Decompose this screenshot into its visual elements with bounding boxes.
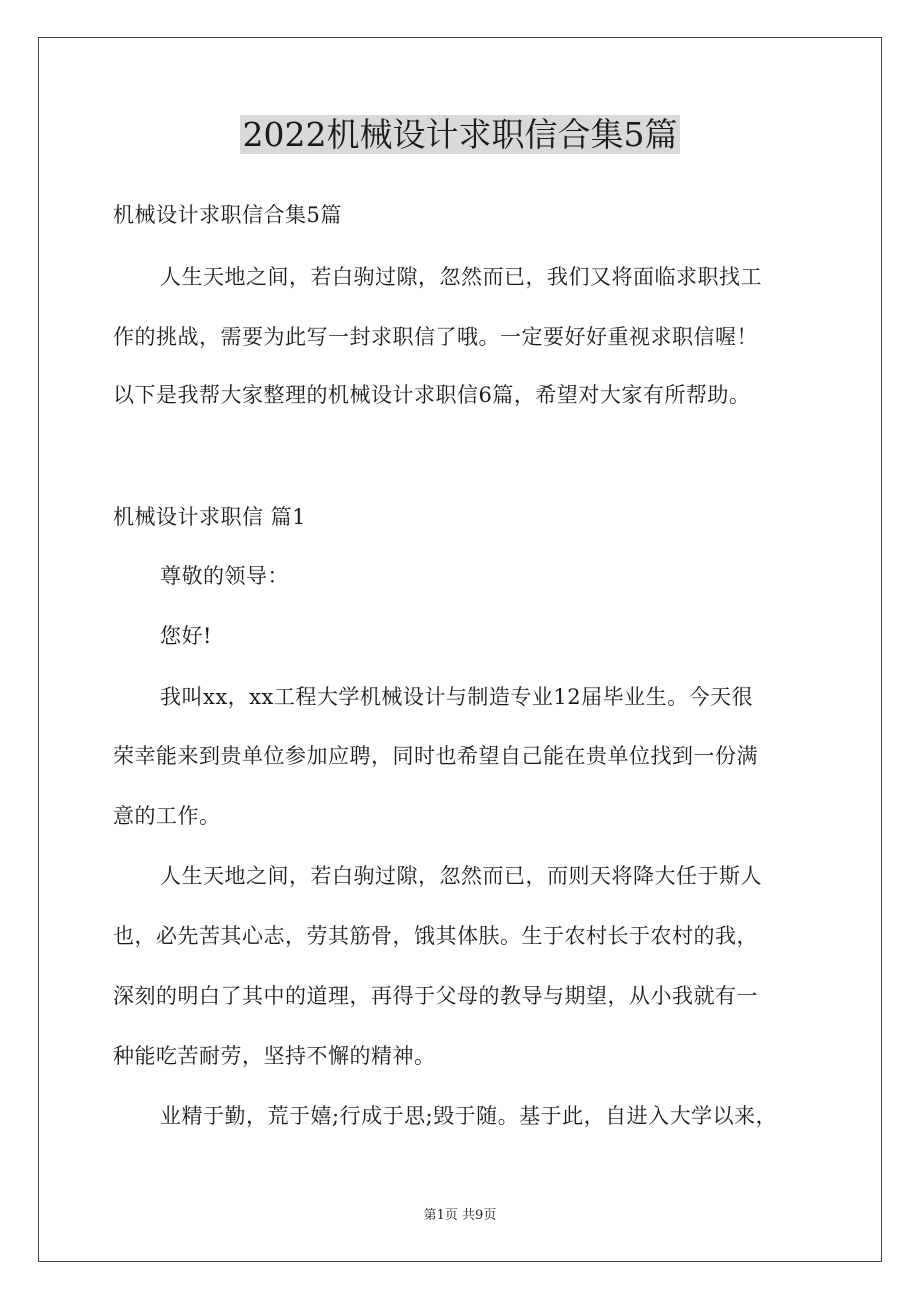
- salutation: 尊敬的领导：: [160, 564, 289, 588]
- para2-line-2: 也，必先苦其心志，劳其筋骨，饿其体肤。生于农村长于农村的我，: [113, 924, 758, 948]
- para1-line-2: 荣幸能来到贵单位参加应聘，同时也希望自己能在贵单位找到一份满: [113, 744, 758, 768]
- document-title-text: 2022机械设计求职信合集5篇: [240, 115, 681, 154]
- intro-line-3: 以下是我帮大家整理的机械设计求职信6篇，希望对大家有所帮助。: [113, 383, 751, 407]
- para1-line-1: 我叫xx，xx工程大学机械设计与制造专业12届毕业生。今天很: [160, 685, 754, 709]
- para1-line-3: 意的工作。: [113, 804, 221, 828]
- para2-line-1: 人生天地之间，若白驹过隙，忽然而已，而则天将降大任于斯人: [160, 864, 762, 888]
- section-heading: 机械设计求职信 篇1: [113, 505, 307, 529]
- para3-line-1: 业精于勤，荒于嬉;行成于思;毁于随。基于此，自进入大学以来，: [160, 1104, 778, 1128]
- document-title: [0, 112, 920, 158]
- page-footer: 第1页 共9页: [423, 1208, 497, 1223]
- greeting: 您好!: [160, 624, 212, 648]
- intro-line-2: 作的挑战，需要为此写一封求职信了哦。一定要好好重视求职信喔！: [113, 325, 758, 349]
- para2-line-4: 种能吃苦耐劳，坚持不懈的精神。: [113, 1044, 436, 1068]
- intro-line-1: 人生天地之间，若白驹过隙，忽然而已，我们又将面临求职找工: [160, 265, 762, 289]
- document-subtitle: 机械设计求职信合集5篇: [113, 203, 342, 227]
- para2-line-3: 深刻的明白了其中的道理，再得于父母的教导与期望，从小我就有一: [113, 984, 758, 1008]
